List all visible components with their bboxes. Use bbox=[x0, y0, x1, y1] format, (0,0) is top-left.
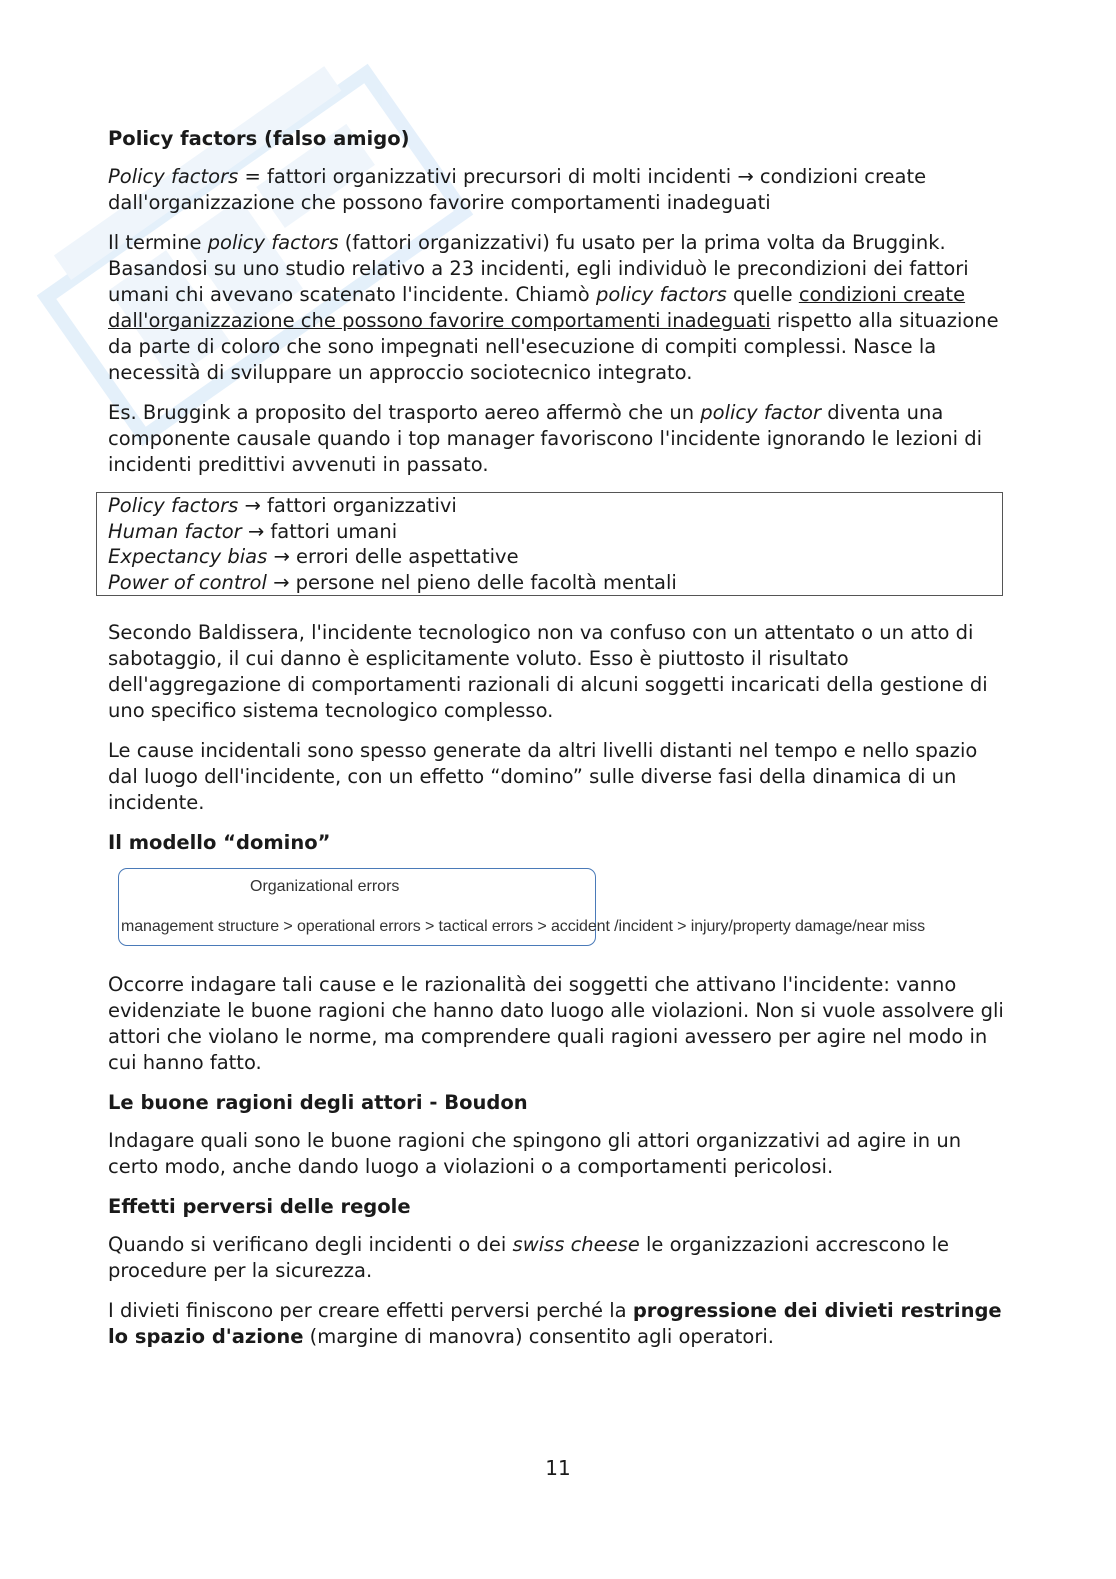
paragraph-buone-ragioni: Indagare quali sono le buone ragioni che spingono gli attori organizzativi ad agire in un certo modo, anche dando luogo a violazioni o a comportamenti pericolosi. bbox=[108, 1129, 962, 1178]
paragraph-definition: Policy factors = fattori organizzativi precursori di molti incidenti → condizioni create dall'organizzazione che possono favorire comportamenti inadeguati bbox=[108, 165, 927, 214]
paragraph-divieti: I divieti finiscono per creare effetti perversi perché la progressione dei divieti restringe lo spazio d'azione (margine di manovra) consentito agli operatori. bbox=[108, 1299, 1002, 1348]
arrow-icon: → bbox=[737, 165, 754, 188]
paragraph-indagare-cause: Occorre indagare tali cause e le razionalità dei soggetti che attivano l'incidente: vanno evidenziate le buone ragioni che hanno dato luogo alle violazioni. Non si vuole assolvere gli attori che violano le norme, ma comprendere quali ragioni avessero per agire nel modo in cui hanno fatto. bbox=[108, 973, 1004, 1074]
glossary-item: Power of control → persone nel pieno delle facoltà mentali bbox=[108, 570, 677, 594]
paragraph-cause-incidentali: Le cause incidentali sono spesso generate da altri livelli distanti nel tempo e nello spazio dal luogo dell'incidente, con un effetto “domino” sulle diverse fasi della dinamica di un incidente. bbox=[108, 739, 978, 814]
glossary-item: Human factor → fattori umani bbox=[108, 519, 398, 543]
paragraph-swiss-cheese: Quando si verificano degli incidenti o dei swiss cheese le organizzazioni accrescono le procedure per la sicurezza. bbox=[108, 1233, 950, 1282]
glossary-box bbox=[96, 492, 1003, 596]
heading-policy-factors: Policy factors (falso amigo) bbox=[108, 127, 410, 150]
arrow-icon: → bbox=[247, 519, 265, 543]
domino-chain: management structure > operational errors > tactical errors > accident /incident > injury/property damage/near miss bbox=[121, 918, 926, 935]
glossary-item: Policy factors → fattori organizzativi bbox=[108, 494, 457, 517]
document-body bbox=[108, 126, 1008, 1364]
page-number: 11 bbox=[545, 1456, 571, 1480]
glossary-item: Expectancy bias → errori delle aspettative bbox=[108, 545, 519, 568]
paragraph-example: Es. Bruggink a proposito del trasporto aereo affermò che un policy factor diventa una componente causale quando i top manager favoriscono l'incidente ignorando le lezioni di incidenti predittivi avvenuti in passato. bbox=[108, 401, 983, 476]
domino-diagram bbox=[108, 868, 1008, 968]
paragraph-baldissera: Secondo Baldissera, l'incidente tecnologico non va confuso con un attentato o un atto di sabotaggio, il cui danno è esplicitamente voluto. Esso è piuttosto il risultato dell'aggregazione di comportamenti razionali di alcuni soggetti incaricati della gestione di uno specifico sistema tecnologico complesso. bbox=[108, 621, 988, 722]
heading-effetti-perversi: Effetti perversi delle regole bbox=[108, 1195, 411, 1218]
heading-domino: Il modello “domino” bbox=[108, 831, 331, 854]
paragraph-bruggink: Il termine policy factors (fattori organizzativi) fu usato per la prima volta da Bruggink. Basandosi su uno studio relativo a 23 incidenti, egli individuò le precondizioni dei fattori umani chi avevano scatenato l'incidente. Chiamò policy factors quelle condizioni create dall'organizzazione che possono favorire comportamenti inadeguati rispetto alla situazione da parte di coloro che sono impegnati nell'esecuzione di compiti complessi. Nasce la necessità di sviluppare un approccio sociotecnico integrato. bbox=[108, 231, 999, 384]
underlined-text: condizioni create dall'organizzazione che possono favorire comportamenti inadeguati bbox=[108, 283, 966, 332]
arrow-icon: → bbox=[273, 570, 290, 594]
heading-buone-ragioni: Le buone ragioni degli attori - Boudon bbox=[108, 1091, 528, 1114]
arrow-icon: → bbox=[244, 494, 261, 517]
domino-caption: Organizational errors bbox=[250, 878, 400, 895]
arrow-icon: → bbox=[273, 545, 290, 568]
